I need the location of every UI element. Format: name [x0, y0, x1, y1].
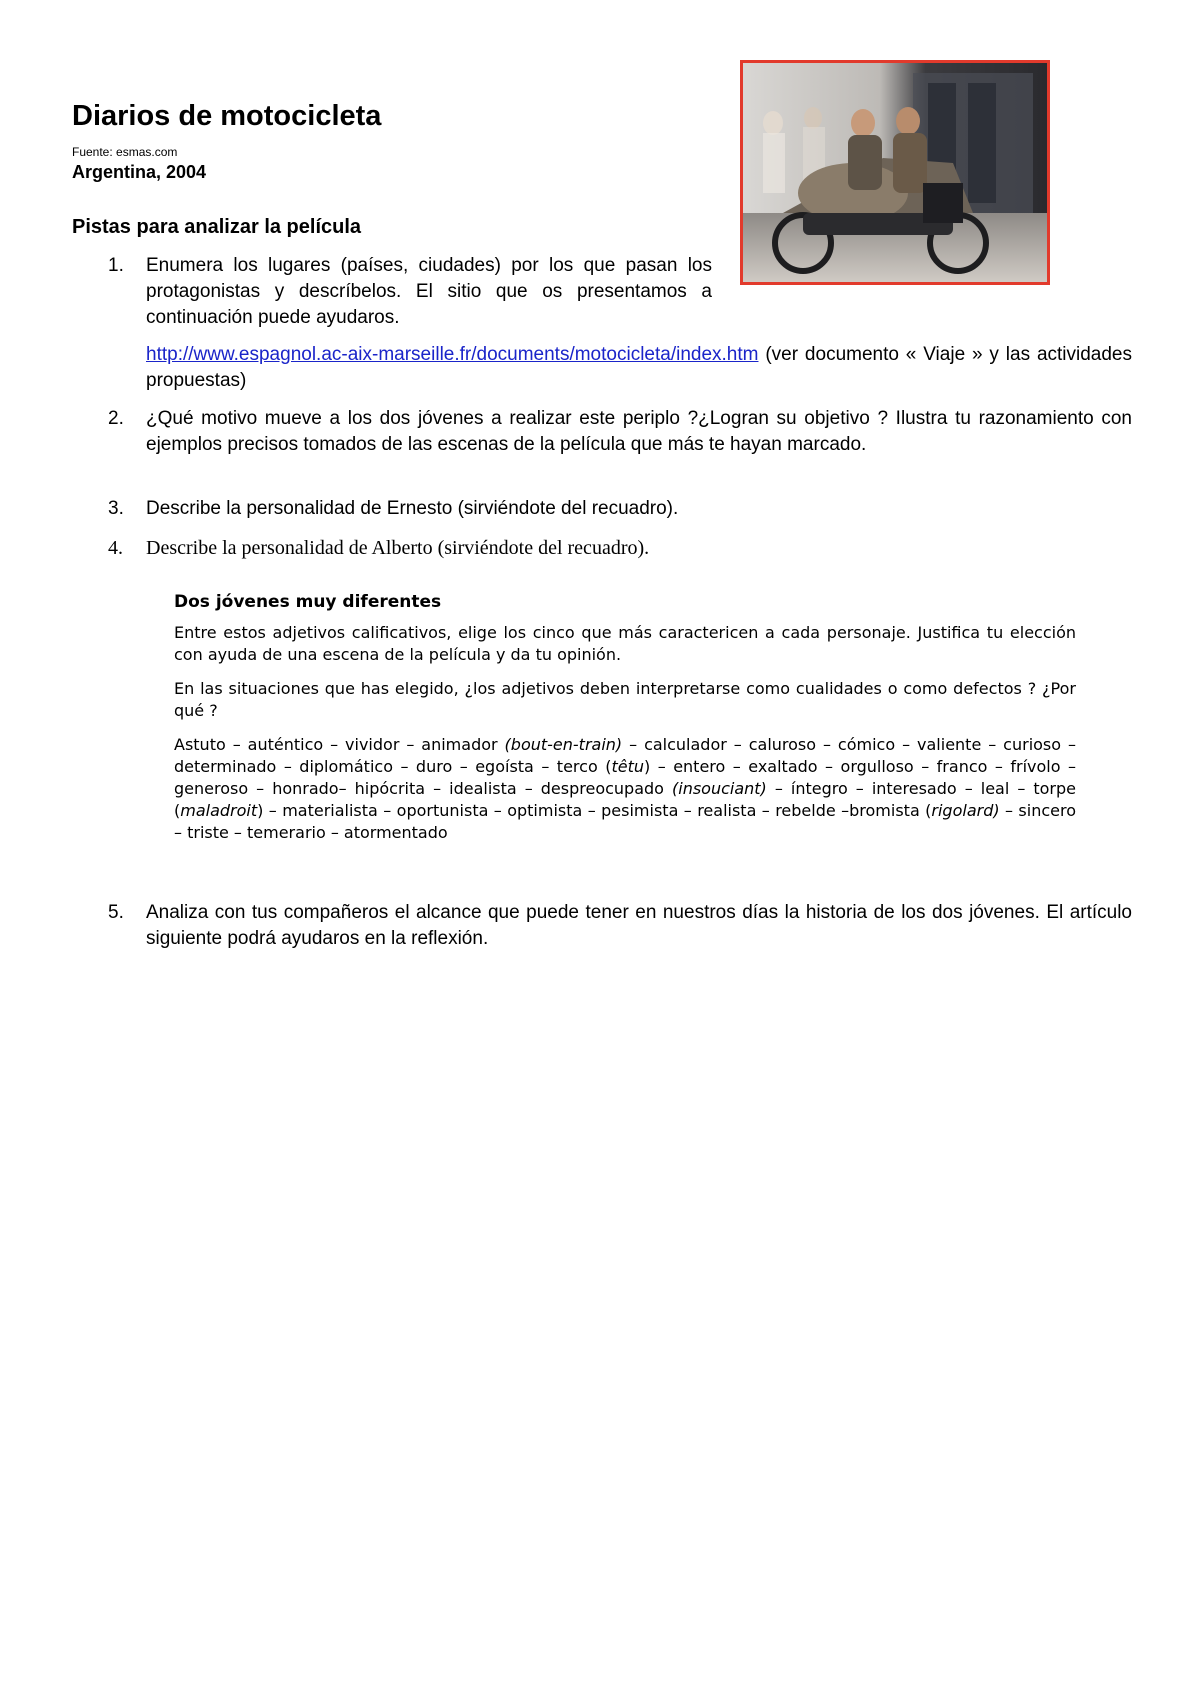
box-instructions: Entre estos adjetivos calificativos, elige los cinco que más caractericen a cada personaje. Justifica tu elección con ayuda de una escena de la película y da tu opinión. — [174, 623, 1076, 664]
motocicleta-link[interactable]: http://www.espagnol.ac-aix-marseille.fr/documents/motocicleta/index.htm — [146, 344, 759, 365]
adjective-segment: – íntegro – interesado – leal – torpe ( — [174, 779, 1076, 820]
list-item-text: Analiza con tus compañeros el alcance que puede tener en nuestros días la historia de los dos jóvenes. El artículo siguiente podrá ayudaros en la reflexión. — [146, 902, 1132, 949]
list-number: 3. — [108, 498, 124, 519]
list-item-text: Enumera los lugares (países, ciudades) por los que pasan los protagonistas y descríbelos. El sitio que os presentamos a continuación puede ayudaros. — [146, 255, 712, 328]
source-credit: Fuente: esmas.com — [72, 145, 178, 159]
list-number: 5. — [108, 902, 124, 923]
adjective-segment: – calculador – caluroso – cómico – valiente – curioso – determinado – diplomático – duro – egoísta – terco ( — [174, 735, 1076, 776]
adjective-segment: Astuto – auténtico – vividor – animador — [174, 735, 505, 754]
motorcycle-photo-illustration — [743, 63, 1047, 282]
adjective-segment: ) – entero – exaltado – orgulloso – franco – frívolo – generoso – honrado– hipócrita – idealista – despreocupado — [174, 757, 1077, 798]
page-title: Diarios de motocicleta — [72, 100, 382, 132]
adjective-translation: rigolard) — [931, 801, 1000, 820]
adjectives-box — [174, 592, 1076, 844]
list-number: 2. — [108, 408, 124, 429]
link-paragraph — [146, 342, 1132, 394]
section-heading: Pistas para analizar la película — [72, 216, 362, 238]
adjective-segment: ) – materialista – oportunista – optimista – pesimista – realista – rebelde –bromista ( — [257, 801, 932, 820]
adjective-translation: (insouciant) — [672, 779, 767, 798]
list-item-text: Describe la personalidad de Ernesto (sirviéndote del recuadro). — [146, 498, 679, 519]
adjectives-list — [174, 734, 1076, 844]
adjective-segment: – sincero – triste – temerario – atormentado — [174, 801, 1077, 842]
list-item-text: Describe la personalidad de Alberto (sirviéndote del recuadro). — [146, 537, 650, 559]
country-year: Argentina, 2004 — [72, 162, 207, 182]
list-item-text: ¿Qué motivo mueve a los dos jóvenes a realizar este periplo ?¿Logran su objetivo ? Ilustra tu razonamiento con ejemplos precisos tomados de las escenas de la película que más te hayan marcado. — [146, 408, 1132, 455]
adjective-translation: (bout-en-train) — [504, 735, 623, 754]
link-note: (ver documento « Viaje » y las actividades propuestas) — [146, 344, 1132, 391]
adjective-translation: maladroit — [180, 801, 258, 820]
box-title: Dos jóvenes muy diferentes — [174, 592, 442, 612]
film-still-image — [740, 60, 1050, 285]
box-question: En las situaciones que has elegido, ¿los adjetivos deben interpretarse como cualidades o como defectos ? ¿Por qué ? — [174, 679, 1076, 720]
adjective-translation: têtu — [611, 757, 644, 776]
list-number: 4. — [108, 537, 123, 559]
list-number: 1. — [108, 255, 124, 276]
